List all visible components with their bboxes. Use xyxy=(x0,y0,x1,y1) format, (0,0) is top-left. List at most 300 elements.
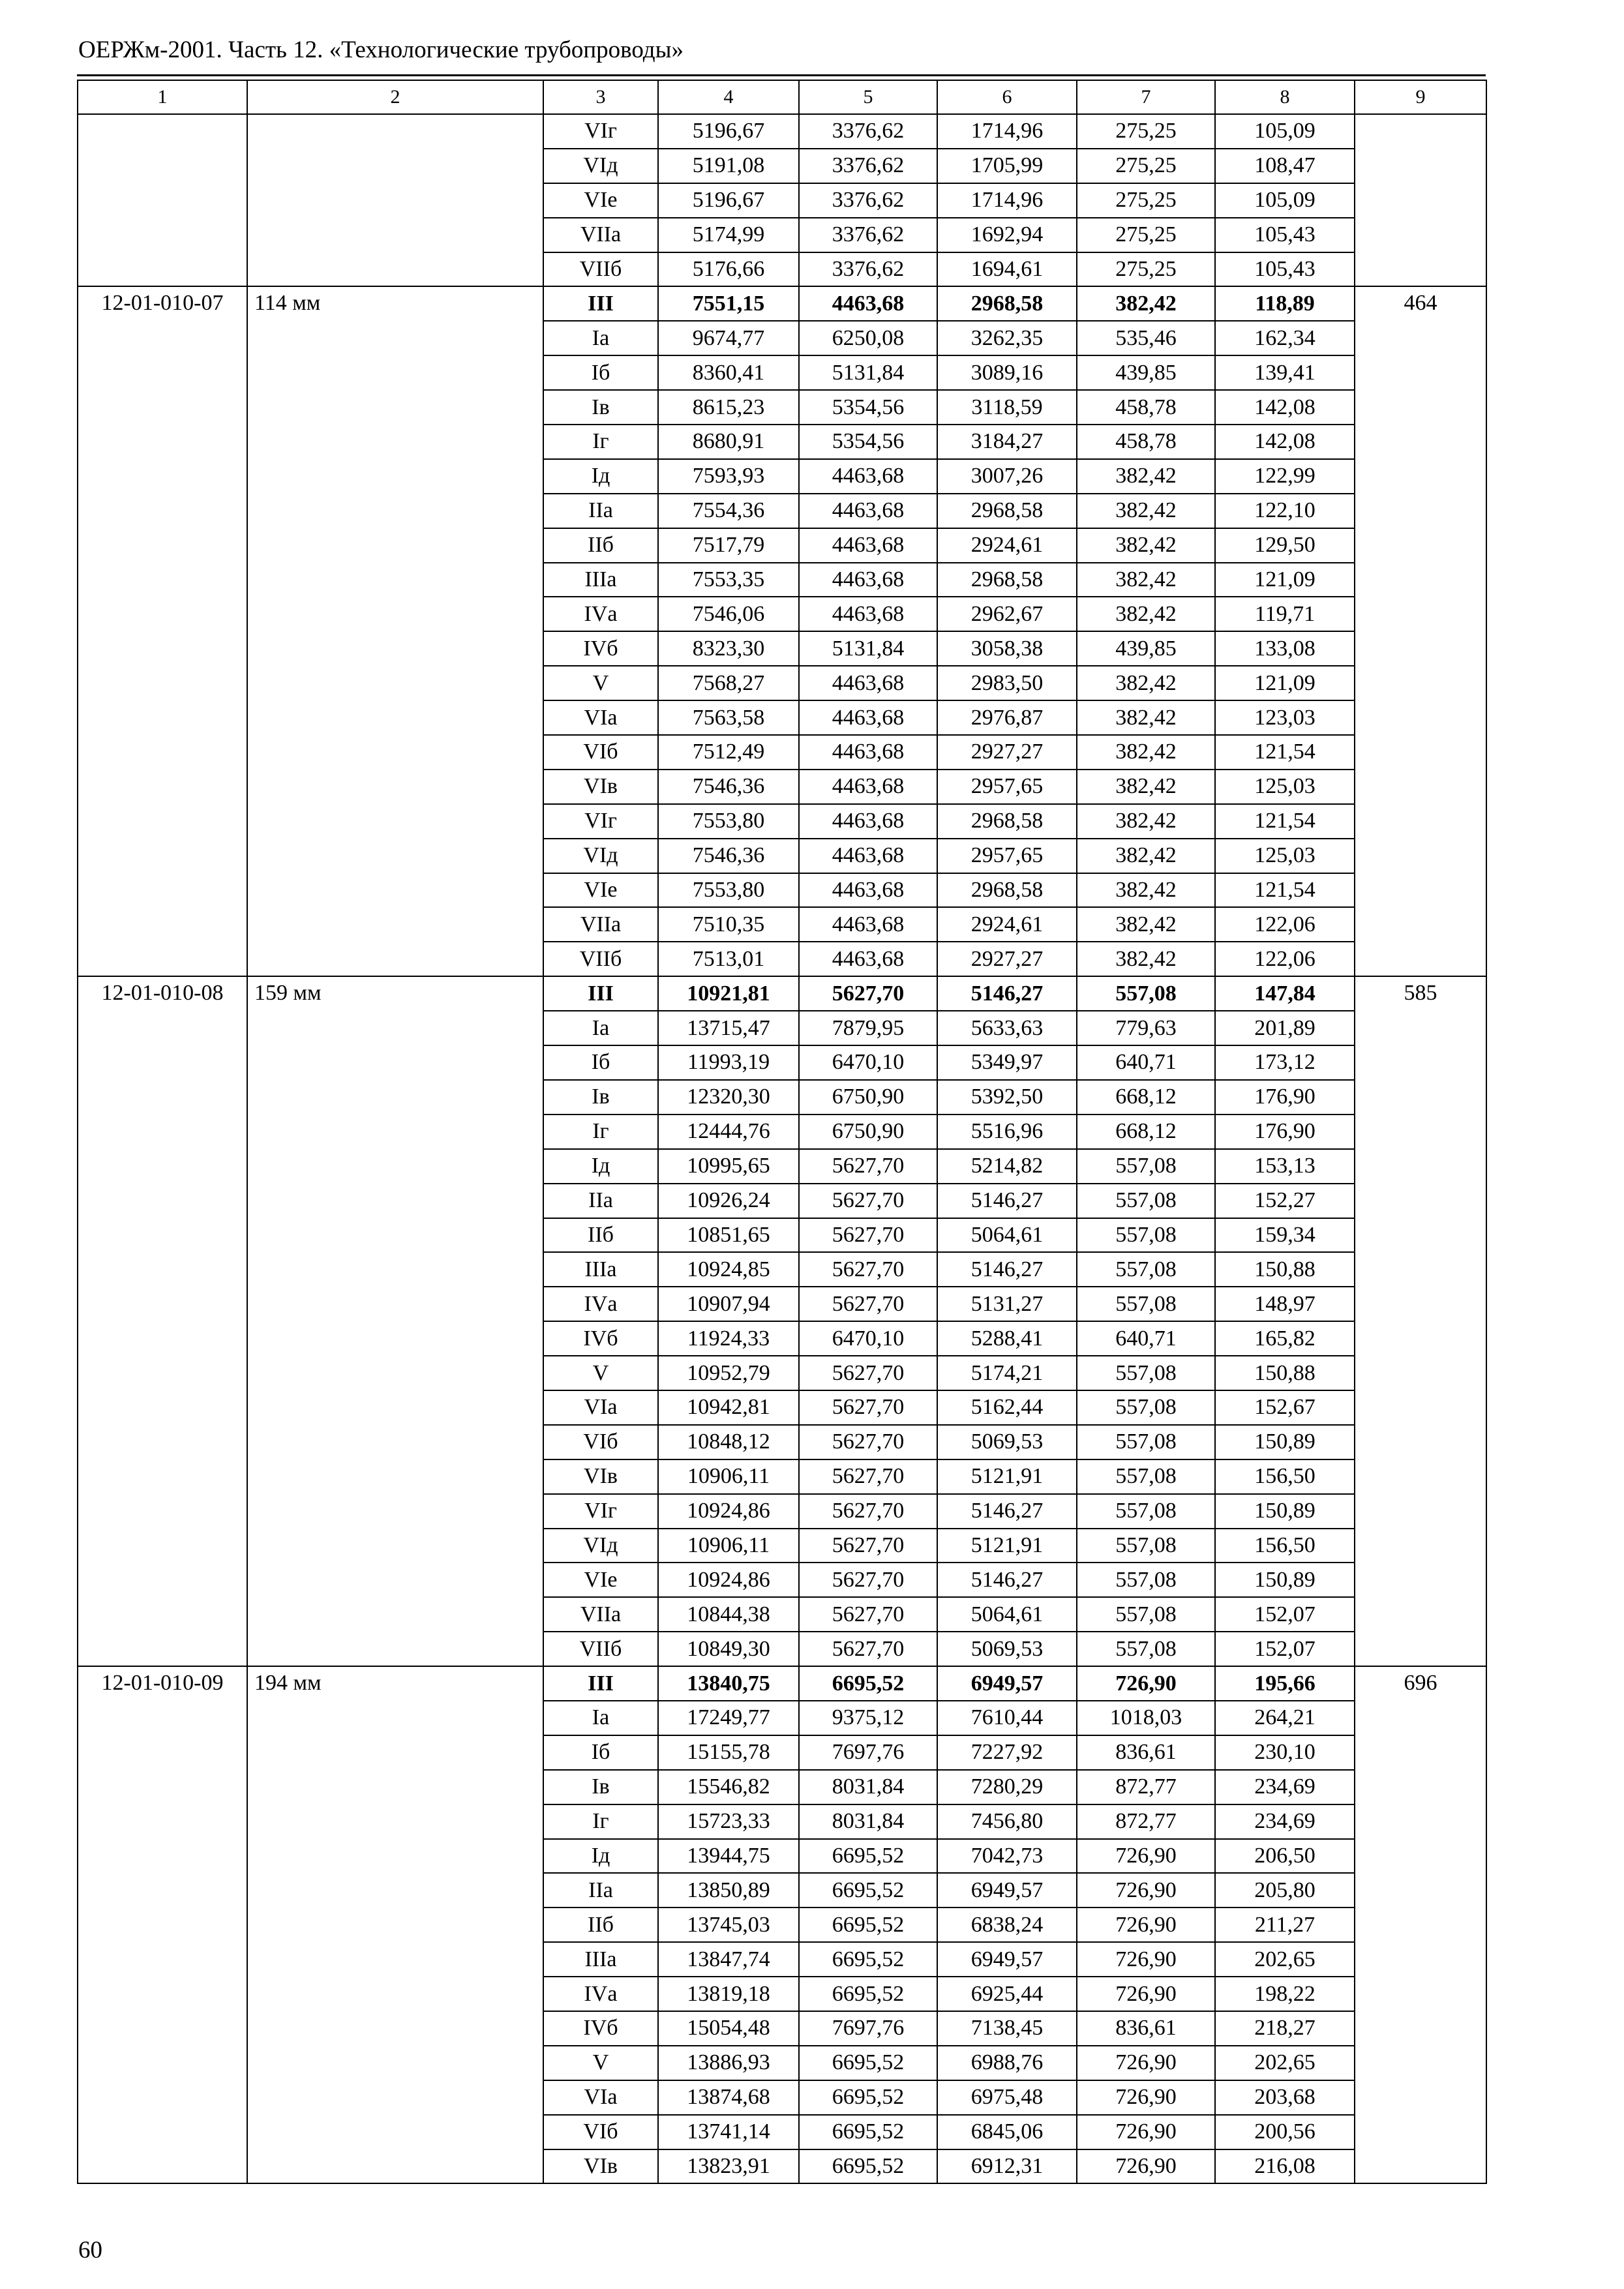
value-cell: 5176,66 xyxy=(658,252,799,287)
value-cell: 4463,68 xyxy=(799,459,937,494)
zone-cell: VIд xyxy=(543,149,658,183)
value-cell: 779,63 xyxy=(1077,1011,1215,1045)
value-cell: 2924,61 xyxy=(937,907,1077,942)
value-cell: 3376,62 xyxy=(799,149,937,183)
value-cell: 6949,57 xyxy=(937,1666,1077,1701)
value-cell: 8031,84 xyxy=(799,1770,937,1804)
value-cell: 121,54 xyxy=(1215,735,1355,770)
value-cell: 726,90 xyxy=(1077,1666,1215,1701)
value-cell: 5627,70 xyxy=(799,1184,937,1218)
value-cell: 4463,68 xyxy=(799,770,937,804)
value-cell: 7456,80 xyxy=(937,1804,1077,1839)
value-cell: 5064,61 xyxy=(937,1218,1077,1253)
value-cell: 162,34 xyxy=(1215,321,1355,355)
value-cell: 15155,78 xyxy=(658,1735,799,1770)
value-cell: 5162,44 xyxy=(937,1390,1077,1425)
value-cell: 5196,67 xyxy=(658,114,799,149)
value-cell: 6695,52 xyxy=(799,1977,937,2011)
value-cell: 121,54 xyxy=(1215,804,1355,839)
value-cell: 129,50 xyxy=(1215,528,1355,563)
value-cell: 9674,77 xyxy=(658,321,799,355)
column-number: 9 xyxy=(1355,80,1486,114)
zone-cell: V xyxy=(543,1356,658,1390)
zone-cell: III xyxy=(543,976,658,1011)
zone-cell: V xyxy=(543,666,658,700)
value-cell: 557,08 xyxy=(1077,1632,1215,1666)
value-cell: 6949,57 xyxy=(937,1942,1077,1977)
zone-cell: VIе xyxy=(543,183,658,218)
value-cell: 13847,74 xyxy=(658,1942,799,1977)
value-cell: 2976,87 xyxy=(937,700,1077,735)
value-cell: 382,42 xyxy=(1077,839,1215,873)
value-cell: 726,90 xyxy=(1077,1942,1215,1977)
zone-cell: VIг xyxy=(543,804,658,839)
value-cell: 275,25 xyxy=(1077,183,1215,218)
column-number: 3 xyxy=(543,80,658,114)
value-cell: 142,08 xyxy=(1215,390,1355,425)
table-row xyxy=(78,1666,1486,1701)
value-cell: 13823,91 xyxy=(658,2149,799,2184)
value-cell: 125,03 xyxy=(1215,839,1355,873)
value-cell: 211,27 xyxy=(1215,1908,1355,1942)
zone-cell: V xyxy=(543,2046,658,2080)
value-cell: 382,42 xyxy=(1077,459,1215,494)
value-cell: 5131,84 xyxy=(799,631,937,666)
value-cell: 15054,48 xyxy=(658,2011,799,2046)
zone-cell: VIе xyxy=(543,1563,658,1597)
value-cell: 10952,79 xyxy=(658,1356,799,1390)
value-cell: 15723,33 xyxy=(658,1804,799,1839)
value-cell: 668,12 xyxy=(1077,1080,1215,1115)
value-cell: 122,06 xyxy=(1215,907,1355,942)
value-cell: 439,85 xyxy=(1077,355,1215,390)
value-cell: 5627,70 xyxy=(799,1390,937,1425)
pipe-diameter xyxy=(247,114,543,286)
value-cell: 205,80 xyxy=(1215,1873,1355,1908)
value-cell: 165,82 xyxy=(1215,1321,1355,1356)
value-cell: 121,54 xyxy=(1215,873,1355,908)
value-cell: 640,71 xyxy=(1077,1321,1215,1356)
zone-cell: IIIа xyxy=(543,1252,658,1287)
value-cell: 7138,45 xyxy=(937,2011,1077,2046)
value-cell: 5627,70 xyxy=(799,1252,937,1287)
value-cell: 13819,18 xyxy=(658,1977,799,2011)
value-cell: 382,42 xyxy=(1077,597,1215,631)
value-cell: 6695,52 xyxy=(799,1839,937,1874)
value-cell: 7593,93 xyxy=(658,459,799,494)
value-cell: 5191,08 xyxy=(658,149,799,183)
value-cell: 7697,76 xyxy=(799,2011,937,2046)
zone-cell: Iа xyxy=(543,1701,658,1735)
value-cell: 557,08 xyxy=(1077,976,1215,1011)
value-cell: 105,09 xyxy=(1215,183,1355,218)
value-cell: 1018,03 xyxy=(1077,1701,1215,1735)
value-cell: 382,42 xyxy=(1077,804,1215,839)
pipe-diameter: 159 мм xyxy=(247,976,543,1666)
zone-cell: IVб xyxy=(543,2011,658,2046)
value-cell: 458,78 xyxy=(1077,390,1215,425)
value-cell: 173,12 xyxy=(1215,1045,1355,1080)
value-cell: 6838,24 xyxy=(937,1908,1077,1942)
value-cell: 7517,79 xyxy=(658,528,799,563)
zone-cell: IIа xyxy=(543,494,658,528)
value-cell: 7563,58 xyxy=(658,700,799,735)
zone-cell: VIб xyxy=(543,735,658,770)
pipe-diameter: 114 мм xyxy=(247,286,543,976)
value-cell: 7546,36 xyxy=(658,770,799,804)
value-cell: 216,08 xyxy=(1215,2149,1355,2184)
value-cell: 202,65 xyxy=(1215,2046,1355,2080)
value-cell: 872,77 xyxy=(1077,1770,1215,1804)
value-cell: 4463,68 xyxy=(799,700,937,735)
value-cell: 6695,52 xyxy=(799,1908,937,1942)
zone-cell: VIд xyxy=(543,839,658,873)
value-cell: 147,84 xyxy=(1215,976,1355,1011)
value-cell: 5064,61 xyxy=(937,1597,1077,1632)
value-cell: 6470,10 xyxy=(799,1045,937,1080)
column-number-row xyxy=(78,80,1486,114)
value-cell: 7042,73 xyxy=(937,1839,1077,1874)
value-cell: 5131,27 xyxy=(937,1287,1077,1321)
value-cell: 122,99 xyxy=(1215,459,1355,494)
value-cell: 10844,38 xyxy=(658,1597,799,1632)
zone-cell: IVа xyxy=(543,1977,658,2011)
zone-cell: VIIа xyxy=(543,907,658,942)
value-cell: 13944,75 xyxy=(658,1839,799,1874)
value-cell: 15546,82 xyxy=(658,1770,799,1804)
value-cell: 3376,62 xyxy=(799,183,937,218)
value-cell: 382,42 xyxy=(1077,666,1215,700)
value-cell: 5392,50 xyxy=(937,1080,1077,1115)
value-cell: 2927,27 xyxy=(937,735,1077,770)
value-cell: 1692,94 xyxy=(937,218,1077,252)
value-cell: 176,90 xyxy=(1215,1080,1355,1115)
value-cell: 1694,61 xyxy=(937,252,1077,287)
value-cell: 201,89 xyxy=(1215,1011,1355,1045)
value-cell: 8360,41 xyxy=(658,355,799,390)
value-cell: 10924,86 xyxy=(658,1494,799,1529)
value-cell: 6925,44 xyxy=(937,1977,1077,2011)
value-cell: 557,08 xyxy=(1077,1184,1215,1218)
value-cell: 5627,70 xyxy=(799,976,937,1011)
value-cell: 4463,68 xyxy=(799,494,937,528)
zone-cell: VIа xyxy=(543,700,658,735)
zone-cell: VIв xyxy=(543,770,658,804)
value-cell: 5174,21 xyxy=(937,1356,1077,1390)
value-cell: 6695,52 xyxy=(799,2149,937,2184)
value-cell: 640,71 xyxy=(1077,1045,1215,1080)
value-cell: 5627,70 xyxy=(799,1459,937,1494)
value-cell: 7553,80 xyxy=(658,804,799,839)
value-cell: 382,42 xyxy=(1077,563,1215,597)
value-cell: 203,68 xyxy=(1215,2080,1355,2115)
value-cell: 382,42 xyxy=(1077,494,1215,528)
value-cell: 105,09 xyxy=(1215,114,1355,149)
value-cell: 10924,86 xyxy=(658,1563,799,1597)
rate-code: 12-01-010-08 xyxy=(78,976,247,1666)
zone-cell: Iд xyxy=(543,459,658,494)
value-cell: 6750,90 xyxy=(799,1080,937,1115)
value-cell: 8615,23 xyxy=(658,390,799,425)
value-cell: 439,85 xyxy=(1077,631,1215,666)
value-cell: 5146,27 xyxy=(937,1494,1077,1529)
value-cell: 2962,67 xyxy=(937,597,1077,631)
zone-cell: VIв xyxy=(543,2149,658,2184)
zone-cell: IVб xyxy=(543,631,658,666)
value-cell: 11924,33 xyxy=(658,1321,799,1356)
value-cell: 7568,27 xyxy=(658,666,799,700)
zone-cell: Iд xyxy=(543,1839,658,1874)
value-cell: 13886,93 xyxy=(658,2046,799,2080)
zone-cell: Iд xyxy=(543,1149,658,1184)
page-number: 60 xyxy=(78,2237,102,2264)
zone-cell: VIб xyxy=(543,2115,658,2149)
zone-cell: IIа xyxy=(543,1873,658,1908)
zone-cell: VIд xyxy=(543,1529,658,1563)
value-cell: 2957,65 xyxy=(937,770,1077,804)
value-cell: 3089,16 xyxy=(937,355,1077,390)
zone-cell: Iв xyxy=(543,1770,658,1804)
zone-cell: Iа xyxy=(543,1011,658,1045)
value-cell: 7512,49 xyxy=(658,735,799,770)
value-cell: 150,89 xyxy=(1215,1494,1355,1529)
value-cell: 535,46 xyxy=(1077,321,1215,355)
value-cell: 5069,53 xyxy=(937,1632,1077,1666)
value-cell: 3118,59 xyxy=(937,390,1077,425)
value-cell: 118,89 xyxy=(1215,286,1355,321)
zone-cell: IIб xyxy=(543,528,658,563)
value-cell: 7553,35 xyxy=(658,563,799,597)
value-cell: 121,09 xyxy=(1215,666,1355,700)
value-cell: 17249,77 xyxy=(658,1701,799,1735)
value-cell: 5196,67 xyxy=(658,183,799,218)
value-cell: 275,25 xyxy=(1077,149,1215,183)
value-cell: 122,06 xyxy=(1215,942,1355,976)
value-cell: 198,22 xyxy=(1215,1977,1355,2011)
zone-cell: VIг xyxy=(543,114,658,149)
value-cell: 557,08 xyxy=(1077,1287,1215,1321)
value-cell: 5174,99 xyxy=(658,218,799,252)
value-cell: 382,42 xyxy=(1077,770,1215,804)
value-cell: 7546,36 xyxy=(658,839,799,873)
value-cell: 557,08 xyxy=(1077,1494,1215,1529)
table-row xyxy=(78,976,1486,1011)
value-cell: 2957,65 xyxy=(937,839,1077,873)
value-cell: 10851,65 xyxy=(658,1218,799,1253)
zone-cell: Iб xyxy=(543,1045,658,1080)
value-cell: 5146,27 xyxy=(937,976,1077,1011)
zone-cell: VIб xyxy=(543,1425,658,1459)
value-cell: 5627,70 xyxy=(799,1356,937,1390)
zone-cell: III xyxy=(543,286,658,321)
value-cell: 10906,11 xyxy=(658,1529,799,1563)
zone-cell: IIа xyxy=(543,1184,658,1218)
value-cell: 5354,56 xyxy=(799,390,937,425)
value-cell: 7513,01 xyxy=(658,942,799,976)
value-cell: 6695,52 xyxy=(799,1942,937,1977)
zone-cell: IVб xyxy=(543,1321,658,1356)
value-cell: 5131,84 xyxy=(799,355,937,390)
zone-cell: IIб xyxy=(543,1218,658,1253)
value-cell: 3376,62 xyxy=(799,252,937,287)
value-cell: 6912,31 xyxy=(937,2149,1077,2184)
zone-cell: Iб xyxy=(543,1735,658,1770)
value-cell: 4463,68 xyxy=(799,286,937,321)
value-cell: 557,08 xyxy=(1077,1252,1215,1287)
value-cell: 4463,68 xyxy=(799,839,937,873)
table-row xyxy=(78,286,1486,321)
rate-code xyxy=(78,114,247,286)
value-cell: 2968,58 xyxy=(937,494,1077,528)
value-cell: 234,69 xyxy=(1215,1804,1355,1839)
value-cell: 6695,52 xyxy=(799,2046,937,2080)
value-cell: 13741,14 xyxy=(658,2115,799,2149)
value-cell: 8680,91 xyxy=(658,425,799,459)
value-cell: 7280,29 xyxy=(937,1770,1077,1804)
value-cell: 148,97 xyxy=(1215,1287,1355,1321)
value-cell: 10942,81 xyxy=(658,1390,799,1425)
value-cell: 119,71 xyxy=(1215,597,1355,631)
value-cell: 5627,70 xyxy=(799,1563,937,1597)
value-cell: 1714,96 xyxy=(937,114,1077,149)
value-cell: 5146,27 xyxy=(937,1252,1077,1287)
table-row xyxy=(78,114,1486,149)
value-cell: 726,90 xyxy=(1077,1977,1215,2011)
rates-table xyxy=(77,80,1487,2184)
value-cell: 6988,76 xyxy=(937,2046,1077,2080)
zone-cell: Iа xyxy=(543,321,658,355)
value-cell: 7227,92 xyxy=(937,1735,1077,1770)
value-cell: 726,90 xyxy=(1077,2149,1215,2184)
value-cell: 7879,95 xyxy=(799,1011,937,1045)
value-cell: 150,89 xyxy=(1215,1563,1355,1597)
value-cell: 7551,15 xyxy=(658,286,799,321)
value-cell: 5627,70 xyxy=(799,1632,937,1666)
value-cell: 6975,48 xyxy=(937,2080,1077,2115)
value-cell: 150,88 xyxy=(1215,1252,1355,1287)
value-cell: 195,66 xyxy=(1215,1666,1355,1701)
zone-cell: IIIа xyxy=(543,563,658,597)
value-cell: 4463,68 xyxy=(799,942,937,976)
value-cell: 9375,12 xyxy=(799,1701,937,1735)
zone-cell: Iг xyxy=(543,1804,658,1839)
value-cell: 152,27 xyxy=(1215,1184,1355,1218)
value-cell: 2927,27 xyxy=(937,942,1077,976)
value-cell: 726,90 xyxy=(1077,1839,1215,1874)
value-cell: 557,08 xyxy=(1077,1459,1215,1494)
value-cell: 2968,58 xyxy=(937,563,1077,597)
value-cell: 230,10 xyxy=(1215,1735,1355,1770)
value-cell: 5627,70 xyxy=(799,1597,937,1632)
value-cell: 206,50 xyxy=(1215,1839,1355,1874)
value-cell: 4463,68 xyxy=(799,666,937,700)
column-9-value xyxy=(1355,114,1486,286)
column-number: 1 xyxy=(78,80,247,114)
value-cell: 264,21 xyxy=(1215,1701,1355,1735)
value-cell: 152,07 xyxy=(1215,1632,1355,1666)
value-cell: 557,08 xyxy=(1077,1149,1215,1184)
column-number: 2 xyxy=(247,80,543,114)
rate-code: 12-01-010-09 xyxy=(78,1666,247,2183)
value-cell: 5627,70 xyxy=(799,1529,937,1563)
zone-cell: VIе xyxy=(543,873,658,908)
pipe-diameter: 194 мм xyxy=(247,1666,543,2183)
value-cell: 557,08 xyxy=(1077,1390,1215,1425)
value-cell: 557,08 xyxy=(1077,1425,1215,1459)
zone-cell: IIIа xyxy=(543,1942,658,1977)
value-cell: 6250,08 xyxy=(799,321,937,355)
value-cell: 5146,27 xyxy=(937,1563,1077,1597)
zone-cell: Iв xyxy=(543,1080,658,1115)
value-cell: 382,42 xyxy=(1077,528,1215,563)
value-cell: 275,25 xyxy=(1077,218,1215,252)
value-cell: 382,42 xyxy=(1077,873,1215,908)
zone-cell: VIIа xyxy=(543,218,658,252)
column-9-value: 585 xyxy=(1355,976,1486,1666)
value-cell: 726,90 xyxy=(1077,1908,1215,1942)
value-cell: 2968,58 xyxy=(937,804,1077,839)
value-cell: 7554,36 xyxy=(658,494,799,528)
value-cell: 5627,70 xyxy=(799,1425,937,1459)
zone-cell: VIIа xyxy=(543,1597,658,1632)
value-cell: 8323,30 xyxy=(658,631,799,666)
zone-cell: Iг xyxy=(543,425,658,459)
value-cell: 6695,52 xyxy=(799,1666,937,1701)
value-cell: 200,56 xyxy=(1215,2115,1355,2149)
value-cell: 382,42 xyxy=(1077,286,1215,321)
value-cell: 8031,84 xyxy=(799,1804,937,1839)
value-cell: 12320,30 xyxy=(658,1080,799,1115)
value-cell: 7546,06 xyxy=(658,597,799,631)
value-cell: 6695,52 xyxy=(799,2080,937,2115)
value-cell: 3376,62 xyxy=(799,114,937,149)
value-cell: 5121,91 xyxy=(937,1459,1077,1494)
value-cell: 275,25 xyxy=(1077,252,1215,287)
value-cell: 275,25 xyxy=(1077,114,1215,149)
value-cell: 13874,68 xyxy=(658,2080,799,2115)
value-cell: 122,10 xyxy=(1215,494,1355,528)
value-cell: 150,88 xyxy=(1215,1356,1355,1390)
page-header: ОЕРЖм-2001. Часть 12. «Технологические трубопроводы» xyxy=(78,37,684,63)
value-cell: 3058,38 xyxy=(937,631,1077,666)
value-cell: 156,50 xyxy=(1215,1459,1355,1494)
value-cell: 3007,26 xyxy=(937,459,1077,494)
value-cell: 668,12 xyxy=(1077,1115,1215,1149)
value-cell: 5627,70 xyxy=(799,1494,937,1529)
value-cell: 872,77 xyxy=(1077,1804,1215,1839)
value-cell: 4463,68 xyxy=(799,563,937,597)
zone-cell: VIа xyxy=(543,2080,658,2115)
value-cell: 5069,53 xyxy=(937,1425,1077,1459)
value-cell: 5288,41 xyxy=(937,1321,1077,1356)
value-cell: 1705,99 xyxy=(937,149,1077,183)
zone-cell: IIб xyxy=(543,1908,658,1942)
value-cell: 2924,61 xyxy=(937,528,1077,563)
value-cell: 4463,68 xyxy=(799,528,937,563)
value-cell: 13715,47 xyxy=(658,1011,799,1045)
column-number: 7 xyxy=(1077,80,1215,114)
value-cell: 1714,96 xyxy=(937,183,1077,218)
column-number: 5 xyxy=(799,80,937,114)
value-cell: 150,89 xyxy=(1215,1425,1355,1459)
value-cell: 4463,68 xyxy=(799,804,937,839)
value-cell: 108,47 xyxy=(1215,149,1355,183)
value-cell: 13850,89 xyxy=(658,1873,799,1908)
zone-cell: Iб xyxy=(543,355,658,390)
value-cell: 4463,68 xyxy=(799,597,937,631)
value-cell: 5627,70 xyxy=(799,1218,937,1253)
value-cell: 10906,11 xyxy=(658,1459,799,1494)
